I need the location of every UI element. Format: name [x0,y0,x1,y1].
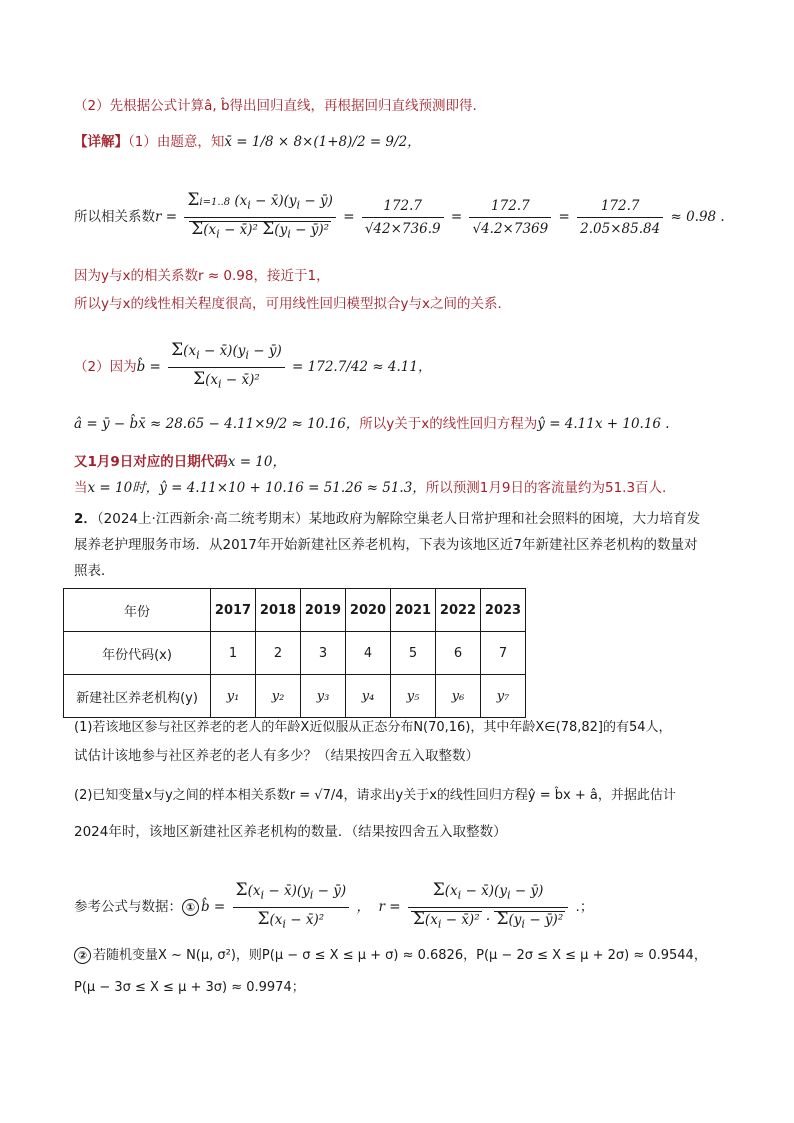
b-hat-formula: $\frac{\Sigma(x_i - x̄)(y_i - ȳ)}{\Sigma(x_i - x̄)^2}$ [168,340,285,394]
circled-one-icon: ① [182,899,199,916]
ref-r-formula: $\frac{\Sigma(x_i - x̄)(y_i - ȳ)}{\Sigma(x_i - x̄)^2 \cdot \Sigma(y_i - ȳ)^2}$ [408,880,568,934]
reference-line-1: 参考公式与数据： ① b̂ = $\frac{\Sigma(x_i - x̄)(y_i - ȳ)}{\Sigma(x_i - x̄)^2}$ ， r = $\frac{\Sigma(x_i - x̄)(y_i - ȳ)}{\Sigma(x_i - x̄)^2 \cdot \Sigma(y_i - ȳ)^2}$ .； [74,880,593,934]
row-header-count: 新建社区养老机构(y) [64,675,211,718]
y-cell: y₆ [436,675,481,718]
reference-label: 参考公式与数据： [74,899,182,916]
question-2a: (2)已知变量x与y之间的样本相关系数r = √7/4，请求出y关于x的线性回归方程ŷ = b̂x + â，并据此估计 [74,788,676,803]
a-hat-line [74,414,670,434]
conclusion-line: 所以y与x的线性相关程度很高，可用线性回归模型拟合y与x之间的关系． [74,296,511,312]
y-cell: y₄ [346,675,391,718]
y-cell: y₅ [391,675,436,718]
table-row [64,589,526,632]
year-cell: 2017 [211,589,256,632]
reference-line-3: P(μ − 3σ ≤ X ≤ μ + 3σ) ≈ 0.9974； [74,980,305,995]
y-cell: y₇ [481,675,526,718]
predict-c: ŷ = 4.11×10 + 10.16 = 51.26 ≈ 51.3， [159,480,426,496]
problem2-text-3: 照表． [74,563,115,579]
row-header-year: 年份 [64,589,211,632]
reference-line-2 [74,946,707,966]
r-formula: $\frac{\Sigma i=1..8 (x_i - x̄)(y_i - ȳ)}{\Sigma(x_i - x̄)^2 \Sigma(y_i - ȳ)^2}$ [184,190,336,244]
circled-two-icon: ② [74,947,91,964]
year-cell: 2020 [346,589,391,632]
detail-tag: 【详解】 [74,134,128,150]
code-cell: 5 [391,632,436,675]
problem2-number: 2． [74,511,97,527]
jan9-text: 又1月9日对应的日期代码 [74,454,228,470]
year-cell: 2019 [301,589,346,632]
question-2b: 2024年时，该地区新建社区养老机构的数量．（结果按四舍五入取整数） [74,824,507,840]
regression-equation: ŷ = 4.11x + 10.16 . [537,416,670,432]
y-cell: y₁ [211,675,256,718]
jan9-line [74,452,286,472]
table-row [64,632,526,675]
reference-normal-text: 若随机变量X ~ N(μ, σ²)，则P(μ − σ ≤ X ≤ μ + σ) ≈ 0.6826，P(μ − 2σ ≤ X ≤ μ + 2σ) ≈ 0.9544， [93,948,707,963]
b-hat-line: （2）因为b̂ = $\frac{\Sigma(x_i - x̄)(y_i - ȳ)}{\Sigma(x_i - x̄)^2}$ = 172.7/42 ≈ 4.11， [74,340,431,394]
y-cell: y₃ [301,675,346,718]
a-hat-conclusion: 所以y关于x的线性回归方程为 [359,416,538,432]
detail-p1-intro: （1）由题意，知 [128,134,225,150]
code-cell: 4 [346,632,391,675]
code-cell: 7 [481,632,526,675]
code-cell: 2 [256,632,301,675]
because-line: 因为y与x的相关系数r ≈ 0.98，接近于1， [74,268,330,284]
code-cell: 3 [301,632,346,675]
problem2-source: （2024上·江西新余·高二统考期末） [96,511,309,527]
predict-line [74,478,666,498]
ref-b-formula: $\frac{\Sigma(x_i - x̄)(y_i - ȳ)}{\Sigma(x_i - x̄)^2}$ [233,880,350,934]
y-cell: y₂ [256,675,301,718]
r-frac-2: $\frac{172.7}{√4.2\times 7369}$ [469,196,551,239]
detail-r-line: 所以相关系数r = $\frac{\Sigma i=1..8 (x_i - x̄)(y_i - ȳ)}{\Sigma(x_i - x̄)^2 \Sigma(y_i - ȳ)^2}$ = $\frac{172.7}{√42\times 736.9}$ = $\frac{172.7}{√4.2\times 7369}$ = $\frac{172.7}{2.05\times 85.84}$ ≈ 0.98 . [74,190,725,244]
a-hat-calc: â = ȳ − b̂x̄ ≈ 28.65 − 4.11×9/2 ≈ 10.16， [74,416,360,432]
predict-b: x = 10时， [87,480,160,496]
xbar-formula: x̄ = 1/8 × 8×(1+8)/2 = 9/2， [224,134,421,150]
part2-hint: （2）先根据公式计算â, b̂得出回归直线，再根据回归直线预测即得. [74,98,477,114]
year-cell: 2018 [256,589,301,632]
problem2-stem [74,506,734,584]
r-result: ≈ 0.98 . [670,209,725,226]
r-frac-1: $\frac{172.7}{√42\times 736.9}$ [362,196,444,239]
r-frac-3: $\frac{172.7}{2.05\times 85.84}$ [577,196,663,239]
detail-line-1 [74,132,421,152]
table-row [64,675,526,718]
code-cell: 1 [211,632,256,675]
predict-a: 当 [74,480,88,496]
row-header-code: 年份代码(x) [64,632,211,675]
r-intro: 所以相关系数 [74,209,155,226]
question-1b: 试估计该地参与社区养老的老人有多少？（结果按四舍五入取整数） [74,748,479,764]
year-cell: 2021 [391,589,436,632]
predict-d: 所以预测1月9日的客流量约为51.3百人. [425,480,667,496]
data-table [63,588,526,718]
year-cell: 2023 [481,589,526,632]
p2-intro: （2）因为 [74,359,137,376]
question-1a: (1)若该地区参与社区养老的老人的年龄X近似服从正态分布N(70,16)，其中年龄X∈(78,82]的有54人， [74,720,672,735]
problem2-text-2: 展养老护理服务市场．从2017年开始新建社区养老机构，下表为该地区近7年新建社区养老机构的数量对 [74,537,698,553]
problem2-text-1: 某地政府为解除空巢老人日常护理和社会照料的困境，大力培育发 [308,511,701,527]
code-cell: 6 [436,632,481,675]
year-cell: 2022 [436,589,481,632]
jan9-code: x = 10， [227,454,286,470]
b-hat-value: = 172.7/42 ≈ 4.11， [292,359,432,376]
